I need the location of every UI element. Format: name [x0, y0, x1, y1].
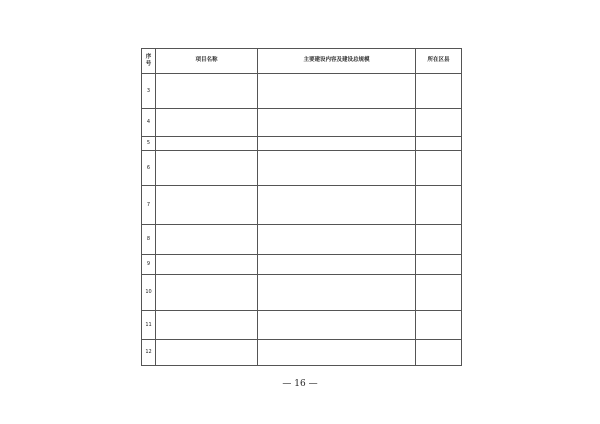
row-content: [258, 137, 416, 151]
row-area: [416, 137, 462, 151]
row-name: [156, 255, 258, 275]
row-index: 5: [142, 137, 156, 151]
row-area: [416, 186, 462, 225]
row-index: 9: [142, 255, 156, 275]
row-area: [416, 225, 462, 255]
header-area: 所在区县: [416, 49, 462, 74]
table-row: [142, 137, 462, 151]
row-name: [156, 74, 258, 109]
row-area: [416, 340, 462, 366]
table-row: [142, 255, 462, 275]
row-area: [416, 151, 462, 186]
project-table: [141, 48, 462, 366]
table-row: [142, 340, 462, 366]
row-content: [258, 275, 416, 311]
row-area: [416, 255, 462, 275]
row-area: [416, 275, 462, 311]
row-area: [416, 109, 462, 137]
table-row: [142, 109, 462, 137]
row-name: [156, 151, 258, 186]
row-content: [258, 151, 416, 186]
table-row: [142, 186, 462, 225]
row-content: [258, 340, 416, 366]
table-row: [142, 151, 462, 186]
header-index: 序号: [142, 49, 156, 74]
row-name: [156, 225, 258, 255]
row-name: [156, 275, 258, 311]
row-content: [258, 109, 416, 137]
row-index: 11: [142, 311, 156, 340]
row-name: [156, 137, 258, 151]
header-content: 主要建设内容及建设总规模: [258, 49, 416, 74]
row-content: [258, 186, 416, 225]
table-row: [142, 74, 462, 109]
table-row: [142, 311, 462, 340]
row-area: [416, 74, 462, 109]
row-content: [258, 311, 416, 340]
row-index: 12: [142, 340, 156, 366]
table-row: [142, 275, 462, 311]
row-content: [258, 74, 416, 109]
row-index: 7: [142, 186, 156, 225]
row-content: [258, 225, 416, 255]
table-header-row: [142, 49, 462, 74]
row-name: [156, 186, 258, 225]
row-area: [416, 311, 462, 340]
row-content: [258, 255, 416, 275]
row-index: 6: [142, 151, 156, 186]
header-name: 项目名称: [156, 49, 258, 74]
table-row: [142, 225, 462, 255]
row-index: 3: [142, 74, 156, 109]
row-index: 4: [142, 109, 156, 137]
row-name: [156, 340, 258, 366]
row-index: 8: [142, 225, 156, 255]
row-name: [156, 109, 258, 137]
page-number: — 16 —: [282, 379, 318, 389]
row-index: 10: [142, 275, 156, 311]
row-name: [156, 311, 258, 340]
